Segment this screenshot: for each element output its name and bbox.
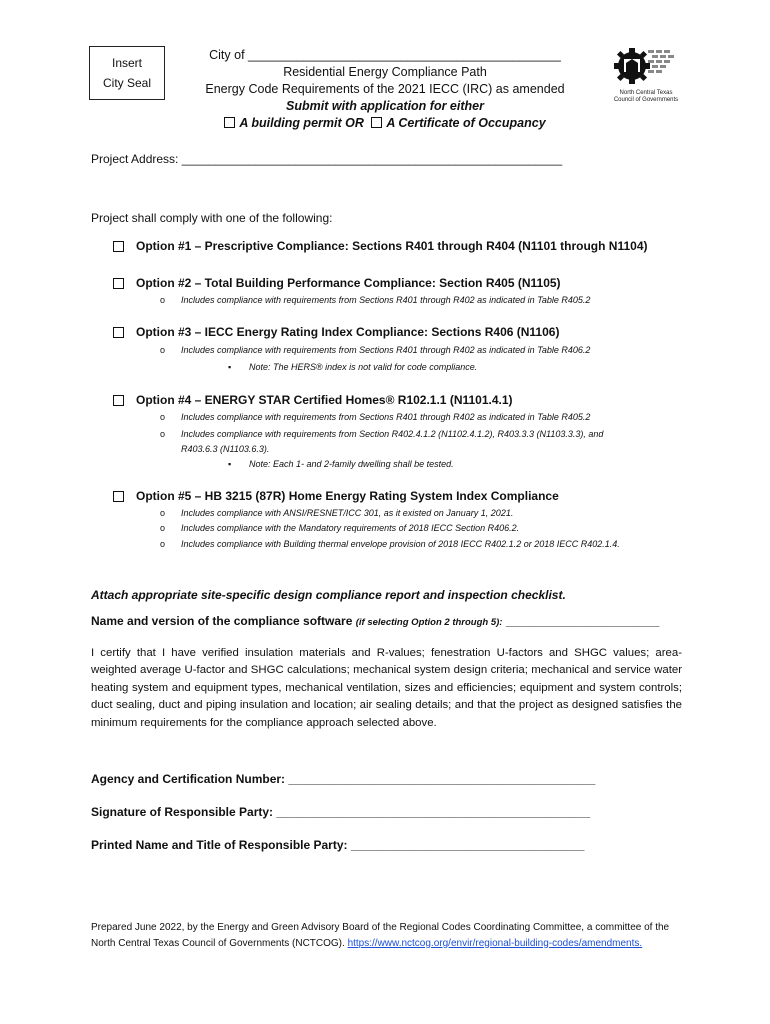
software-label: Name and version of the compliance software <box>91 614 353 628</box>
signature-field[interactable]: Signature of Responsible Party: _______________________________________________ <box>91 805 591 819</box>
option4-bullet-1: Includes compliance with requirements from Sections R401 through R402 as indicated in Table R405.2 <box>181 412 591 422</box>
option4-bullet-2-cont: R403.6.3 (N1103.6.3). <box>181 444 270 454</box>
permit-choice <box>185 116 585 130</box>
project-address-field[interactable]: Project Address: _________________________________________________________ <box>91 152 563 166</box>
logo-caption-line2: Council of Governments <box>613 97 679 103</box>
option2-title: Option #2 – Total Building Performance Compliance: Section R405 (N1105) <box>136 276 561 290</box>
attach-instruction: Attach appropriate site-specific design compliance report and inspection checklist. <box>91 588 566 602</box>
header-submit: Submit with application for either <box>286 99 484 113</box>
bullet-circle-icon: o <box>160 412 166 422</box>
header-title: Residential Energy Compliance Path <box>283 65 487 79</box>
footer-text: Prepared June 2022, by the Energy and Green Advisory Board of the Regional Codes Coordinating Committee, a committee of the North Central Texas Council of Governments (NCTCOG). <box>91 922 670 949</box>
certification-statement: I certify that I have verified insulation materials and R-values; fenestration U-factors and SHGC values; area-weighted average U-factor and SHGC calculations; mechanical system design criteria; mechanical and service water heating system and equipment types, mechanical ventilation, sizes and efficiencies; equipment and system controls; duct sealing, duct and piping insulation and location; air sealing details; and that the project as designed satisfies the minimum requirements for the compliance approach selected above. <box>91 647 682 729</box>
seal-line2: City Seal <box>102 76 152 90</box>
bullet-circle-icon: o <box>160 508 166 518</box>
option1-checkbox[interactable] <box>113 241 124 252</box>
bullet-circle-icon: o <box>160 295 166 305</box>
option3-bullet: Includes compliance with requirements from Sections R401 through R402 as indicated in Table R406.2 <box>181 345 591 355</box>
footer-link[interactable]: https://www.nctcog.org/envir/regional-building-codes/amendments. <box>347 937 643 949</box>
option3-title: Option #3 – IECC Energy Rating Index Compliance: Sections R406 (N1106) <box>136 325 560 339</box>
software-field[interactable] <box>91 614 659 628</box>
header-subtitle: Energy Code Requirements of the 2021 IECC (IRC) as amended <box>205 82 565 96</box>
option4-checkbox[interactable] <box>113 395 124 406</box>
seal-line1: Insert <box>111 56 142 70</box>
bullet-circle-icon: o <box>160 539 166 549</box>
option4-note: Note: Each 1- and 2-family dwelling shall be tested. <box>249 459 454 469</box>
option1-title: Option #1 – Prescriptive Compliance: Sections R401 through R404 (N1101 through N1104) <box>136 239 648 253</box>
bullet-circle-icon: o <box>160 523 166 533</box>
certificate-occupancy-checkbox[interactable] <box>371 117 382 128</box>
logo-caption-line1: North Central Texas <box>619 90 673 96</box>
option5-bullet-3: Includes compliance with Building thermal envelope provision of 2018 IECC R402.1.2 or 2018 IECC R402.1.4. <box>181 539 620 549</box>
nctcog-logo <box>610 44 682 104</box>
agency-certification-field[interactable]: Agency and Certification Number: ______________________________________________ <box>91 772 596 786</box>
city-seal-placeholder <box>89 46 165 100</box>
bullet-square-icon: ▪ <box>228 459 232 469</box>
footer <box>91 920 681 951</box>
comply-intro: Project shall comply with one of the following: <box>91 211 333 225</box>
option5-title: Option #5 – HB 3215 (87R) Home Energy Rating System Index Compliance <box>136 489 559 503</box>
option5-bullet-1: Includes compliance with ANSI/RESNET/ICC 301, as it existed on January 1, 2021. <box>181 508 514 518</box>
building-permit-label: A building permit OR <box>239 116 364 130</box>
option2-checkbox[interactable] <box>113 278 124 289</box>
option4-bullet-2: Includes compliance with requirements from Section R402.4.1.2 (N1102.4.1.2), R403.3.3 (N1103.3.3), and <box>181 429 604 439</box>
option5-bullet-2: Includes compliance with the Mandatory requirements of 2018 IECC Section R406.2. <box>181 523 520 533</box>
option5-checkbox[interactable] <box>113 491 124 502</box>
software-line[interactable]: _______________________ <box>505 614 660 628</box>
option2-bullet: Includes compliance with requirements from Sections R401 through R402 as indicated in Table R405.2 <box>181 295 591 305</box>
option3-note: Note: The HERS® index is not valid for code compliance. <box>249 362 478 372</box>
gear-logo-icon <box>610 44 682 90</box>
option3-checkbox[interactable] <box>113 327 124 338</box>
certificate-occupancy-label: A Certificate of Occupancy <box>386 116 546 130</box>
bullet-circle-icon: o <box>160 345 166 355</box>
city-line[interactable]: City of _____________________________________________ <box>209 48 561 62</box>
software-note: (if selecting Option 2 through 5): <box>355 617 503 628</box>
option4-title: Option #4 – ENERGY STAR Certified Homes® R102.1.1 (N1101.4.1) <box>136 393 513 407</box>
logo-caption <box>610 90 682 104</box>
printed-name-field[interactable]: Printed Name and Title of Responsible Party: ___________________________________ <box>91 838 585 852</box>
bullet-circle-icon: o <box>160 429 166 439</box>
bullet-square-icon: ▪ <box>228 362 232 372</box>
building-permit-checkbox[interactable] <box>224 117 235 128</box>
